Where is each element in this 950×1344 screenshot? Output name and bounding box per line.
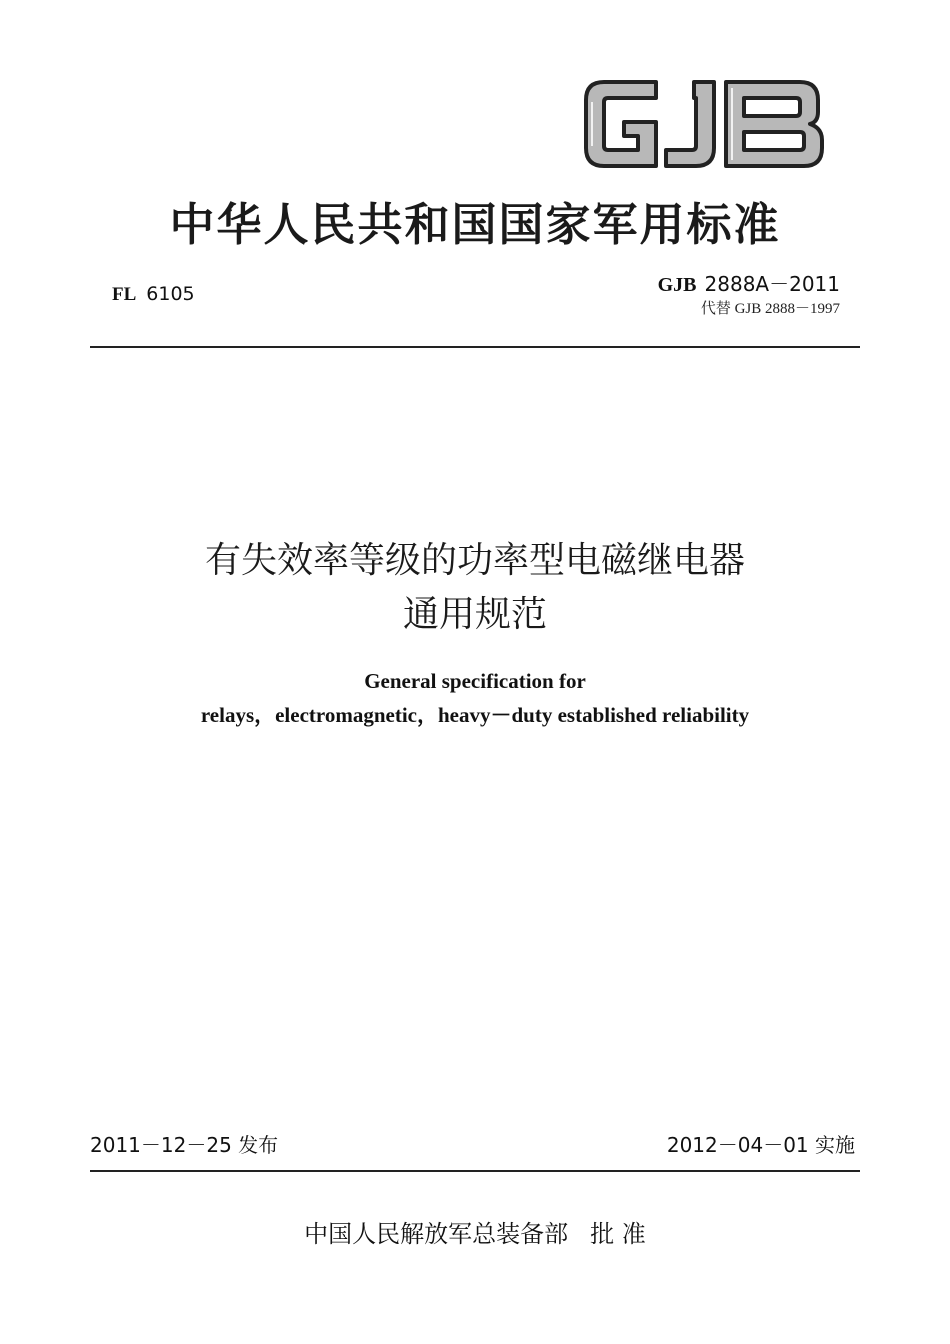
classification-number: 6105 [146, 283, 195, 305]
standard-code: 2888A－2011 [704, 272, 840, 296]
implementation-date: 2012－04－01 实施 [666, 1133, 855, 1157]
chinese-title-line-1: 有失效率等级的功率型电磁继电器 [204, 540, 745, 581]
replaces-note: 代替 GJB 2888－1997 [700, 301, 840, 317]
approving-authority: 中国人民解放军总装备部 [304, 1220, 569, 1248]
top-divider [90, 346, 860, 348]
gjb-logo [582, 72, 828, 176]
bottom-divider [90, 1170, 860, 1172]
approve-label: 批 准 [590, 1220, 646, 1248]
issue-date: 2011－12－25 发布 [90, 1133, 279, 1157]
standard-title: 中华人民共和国国家军用标准 [169, 198, 781, 251]
classification-prefix: FL [112, 284, 137, 305]
english-title-line-1: General specification for [364, 669, 586, 693]
chinese-title-line-2: 通用规范 [402, 594, 547, 635]
standard-prefix: GJB [657, 274, 697, 296]
classification-code [112, 283, 195, 306]
english-title-line-2: relays，electromagnetic，heavy－duty established reliability [200, 703, 750, 727]
approval-line [0, 1214, 950, 1249]
standard-number [658, 268, 840, 297]
